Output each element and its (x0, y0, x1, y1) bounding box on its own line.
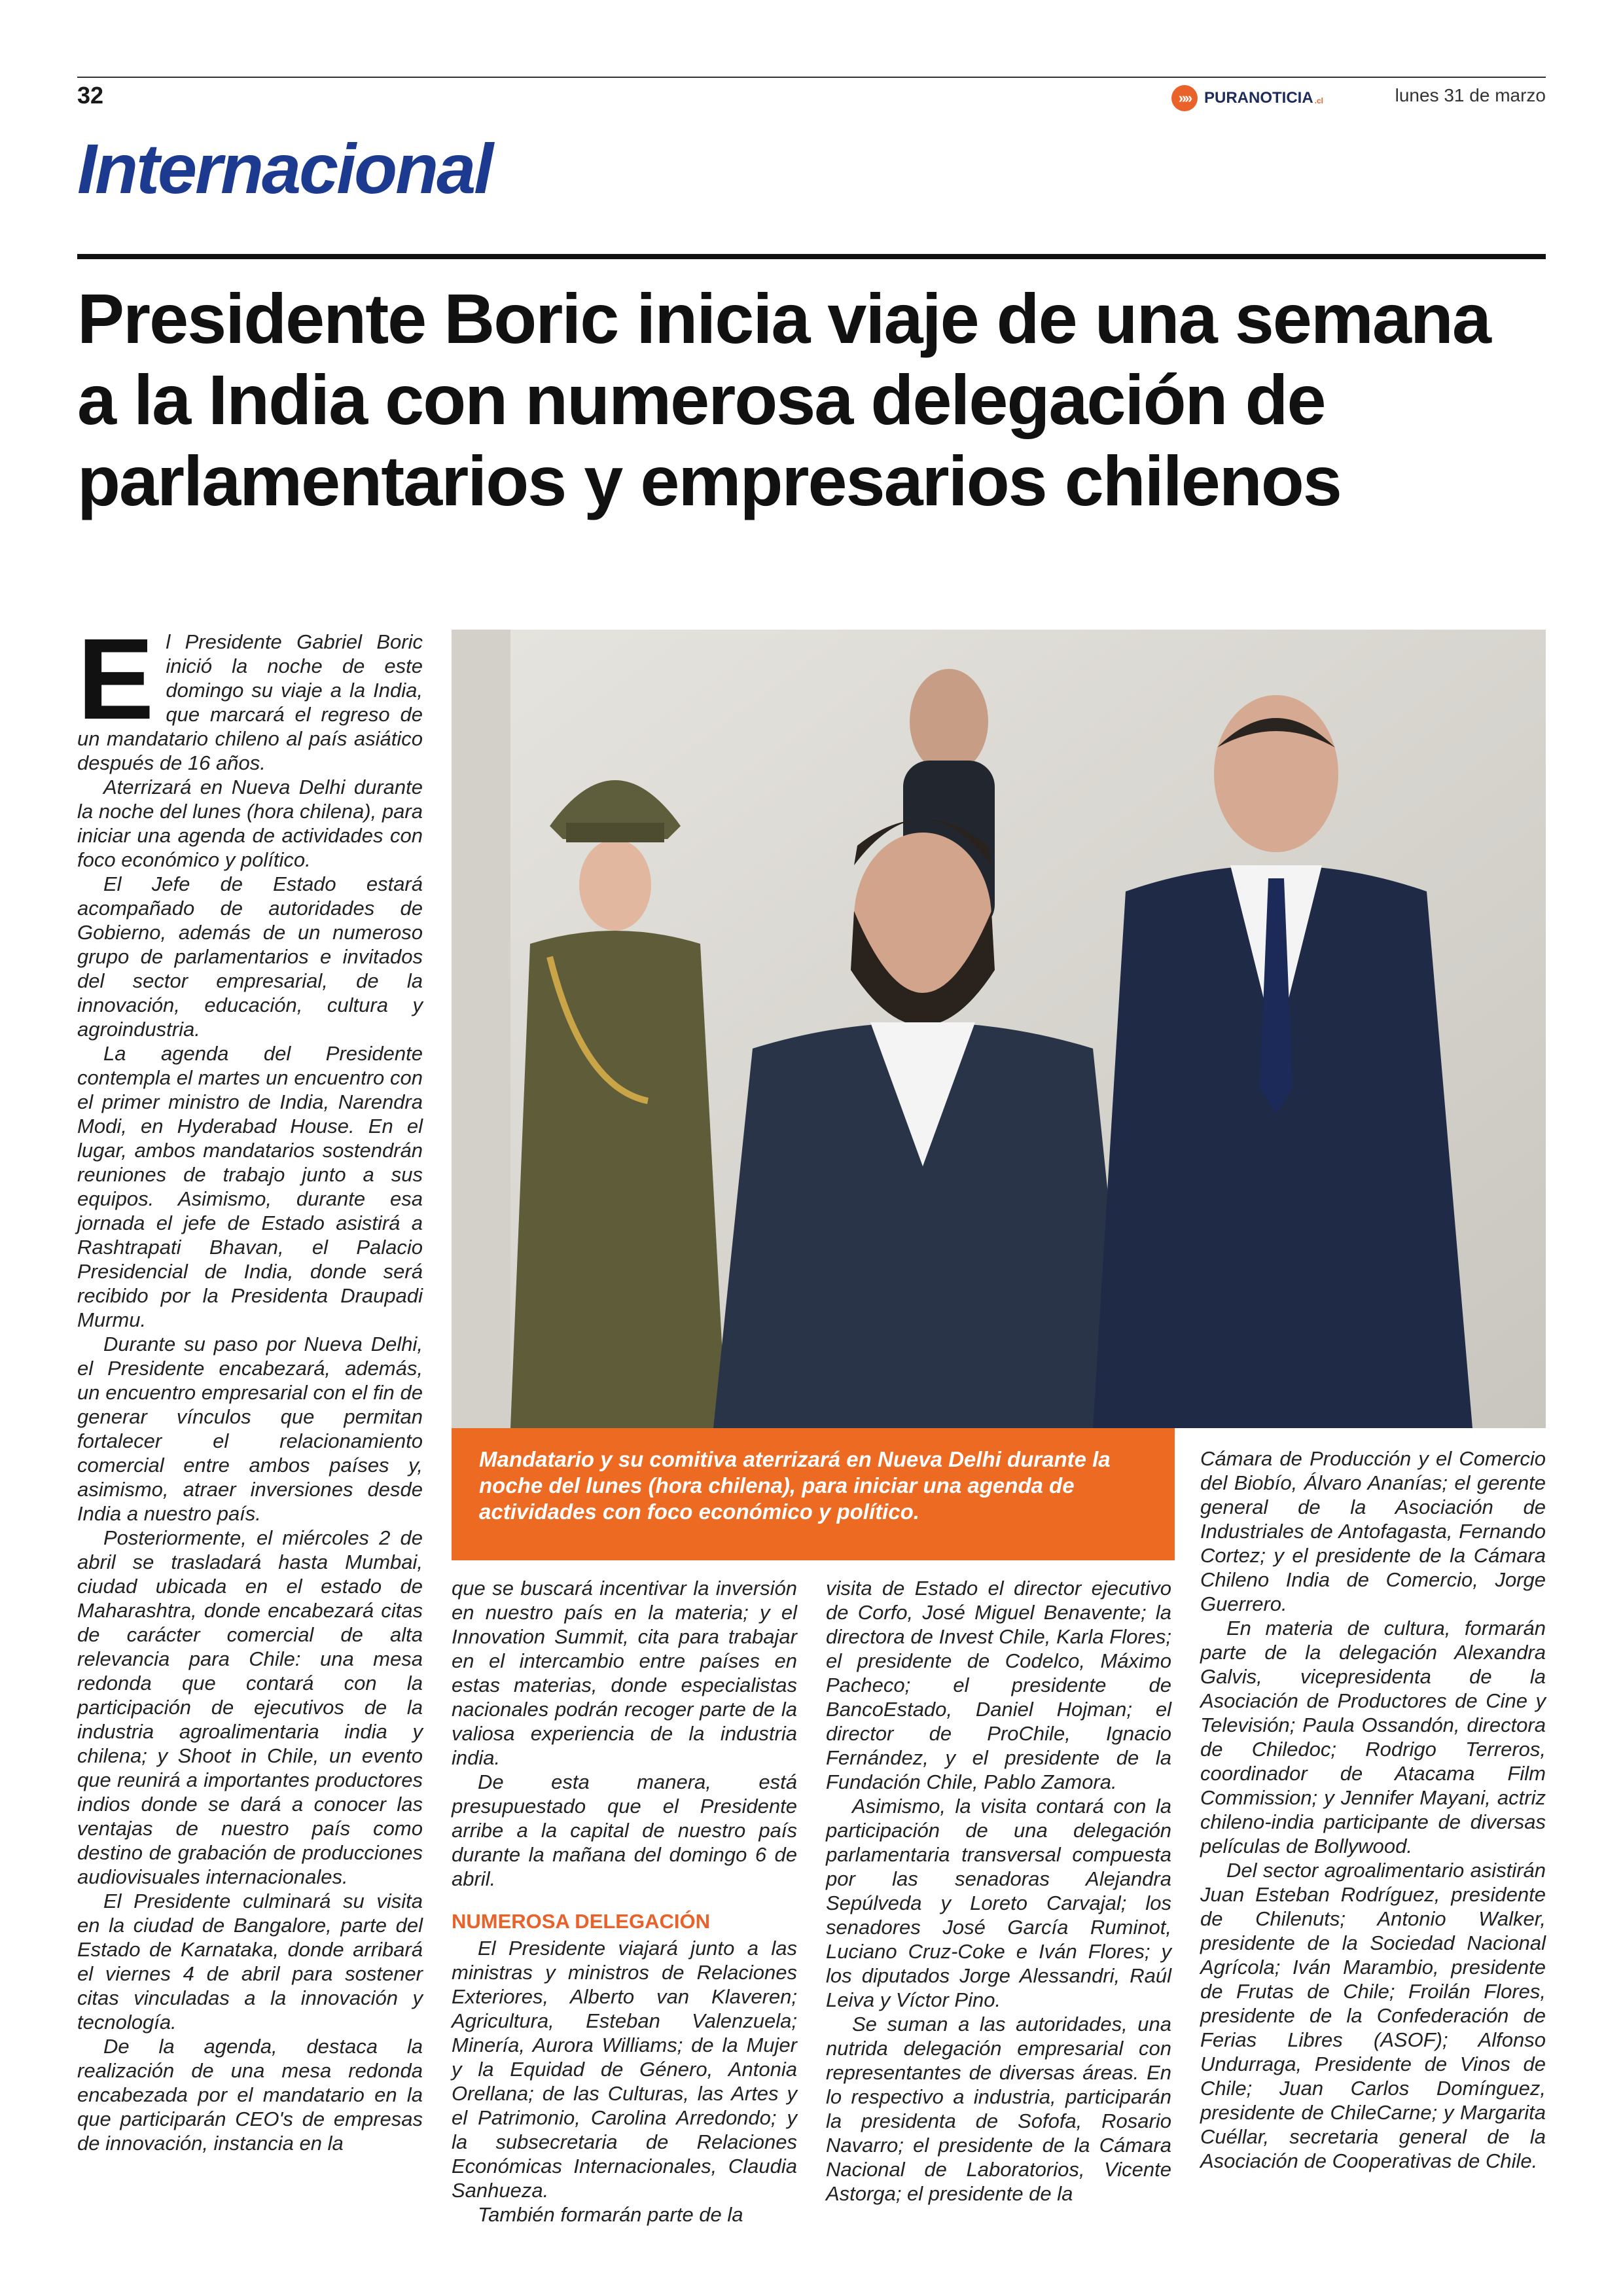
paragraph: Asimismo, la visita contará con la participación de una delegación parlamentaria transversal compuesta por las senadoras Alejandra Sepúlveda y Loreto Carvajal; los senadores José García Ruminot, Luciano Cruz-Coke e Iván Flores; y los diputados Jorge Alessandri, Raúl Leiva y Víctor Pino. (826, 1795, 1171, 2011)
paragraph: Cámara de Producción y el Comercio del Biobío, Álvaro Ananías; el gerente general de la Asociación de Industriales de Antofagasta, Fernando Cortez; y el presidente de la Cámara Chileno India de Comercio, Jorge Guerrero. (1200, 1447, 1546, 1615)
section-title: Internacional (77, 129, 492, 208)
page-number: 32 (77, 82, 104, 109)
dropcap: E (77, 615, 154, 744)
subheading: NUMEROSA DELEGACIÓN (452, 1910, 710, 1933)
paragraph: De la agenda, destaca la realización de una mesa redonda encabezada por el mandatario en la que participarán CEO's de empresas de innovación, instancia en la (77, 2035, 423, 2155)
issue-date: lunes 31 de marzo (1395, 85, 1546, 105)
paragraph: visita de Estado el director ejecutivo de Corfo, José Miguel Benavente; la directora de Invest Chile, Karla Flores; el presidente de Codelco, Máximo Pacheco; el presidente de BancoEstado, Daniel Hojman; el director de ProChile, Ignacio Fernández, y el presidente de la Fundación Chile, Pablo Zamora. (826, 1577, 1171, 1793)
column-4 (1200, 1446, 1546, 2173)
column-2 (452, 1576, 797, 2227)
top-rule (77, 77, 1546, 78)
brand-suffix: .cl (1314, 96, 1324, 105)
paragraph: En materia de cultura, formarán parte de la delegación Alexandra Galvis, vicepresidenta de la Asociación de Productores de Cine y Televisión; Paula Ossandón, directora de Chiledoc; Rodrigo Terreros, coordinador de Atacama Film Commission; y Jennifer Mayani, actriz chileno-india participante de diversas películas de Bollywood. (1200, 1617, 1546, 1857)
paragraph: Aterrizará en Nueva Delhi durante la noche del lunes (hora chilena), para iniciar una agenda de actividades con foco económico y político. (77, 776, 423, 871)
paragraph: Posteriormente, el miércoles 2 de abril se trasladará hasta Mumbai, ciudad ubicada en el estado de Maharashtra, donde encabezará citas de carácter comercial de alta relevancia para Chile: una mesa redonda que contará con la participación de ejecutivos de la industria agroalimentaria india y chilena; y Shoot in Chile, un evento que reunirá a importantes productores indios donde se dará a conocer las ventajas de nuestro país como destino de grabación de producciones audiovisuales internacionales. (77, 1526, 423, 1888)
article-photo (452, 630, 1546, 1428)
headline: Presidente Boric inicia viaje de una semana a la India con numerosa delegación de parlamentarios y empresarios chilenos (77, 279, 1490, 520)
photo-caption: Mandatario y su comitiva aterrizará en Nueva Delhi durante la noche del lunes (hora chilena), para iniciar una agenda de actividades con foco económico y político. (452, 1428, 1175, 1560)
photo-illustration (452, 630, 1546, 1428)
column-1 (77, 615, 423, 2155)
paragraph: que se buscará incentivar la inversión en nuestro país en la materia; y el Innovation Summit, cita para trabajar en el intercambio entre países en estas materias, donde especialistas nacionales podrán recoger parte de la valiosa experiencia de la industria india. (452, 1577, 797, 1769)
brand-logo[interactable] (1171, 85, 1323, 111)
paragraph: De esta manera, está presupuestado que el Presidente arribe a la capital de nuestro país durante la mañana del domingo 6 de abril. (452, 1770, 797, 1890)
paragraph: El Presidente viajará junto a las ministras y ministros de Relaciones Exteriores, Alberto van Klaveren; Agricultura, Esteban Valenzuela; Minería, Aurora Williams; de la Mujer y la Equidad de Género, Antonia Orellana; de las Culturas, las Artes y el Patrimonio, Carolina Arredondo; y la subsecretaria de Relaciones Económicas Internacionales, Claudia Sanhueza. (452, 1937, 797, 2202)
paragraph: l Presidente Gabriel Boric inició la noche de este domingo su viaje a la India, que marcará el regreso de un mandatario chileno al país asiático después de 16 años. (77, 630, 423, 774)
paragraph: El Jefe de Estado estará acompañado de autoridades de Gobierno, además de un numeroso grupo de parlamentarios e invitados del sector empresarial, de la innovación, educación, cultura y agroindustria. (77, 872, 423, 1041)
column-3 (826, 1576, 1171, 2206)
paragraph: Del sector agroalimentario asistirán Juan Esteban Rodríguez, presidente de Chilenuts; Antonio Walker, presidente de la Sociedad Nacional Agrícola; Iván Marambio, presidente de Frutas de Chile; Froilán Flores, presidente de la Confederación de Ferias Libres (ASOF); Alfonso Undurraga, Presidente de Vinos de Chile; Juan Carlos Domínguez, presidente de ChileCarne; y Margarita Cuéllar, secretaria general de la Asociación de Cooperativas de Chile. (1200, 1859, 1546, 2172)
headline-rule (77, 254, 1546, 259)
paragraph: El Presidente culminará su visita en la ciudad de Bangalore, parte del Estado de Karnataka, donde arribará el viernes 4 de abril para sostener citas vinculadas a la innovación y tecnología. (77, 1890, 423, 2034)
brand-name: PURANOTICIA (1204, 89, 1313, 107)
paragraph: Se suman a las autoridades, una nutrida delegación empresarial con representantes de diversas áreas. En lo respectivo a industria, participarán la presidenta de Sofofa, Rosario Navarro; el presidente de la Cámara Nacional de Laboratorios, Vicente Astorga; el presidente de la (826, 2013, 1171, 2205)
paragraph: Durante su paso por Nueva Delhi, el Presidente encabezará, además, un encuentro empresarial con el fin de generar vínculos que permitan fortalecer el relacionamiento comercial entre ambos países y, asimismo, atraer inversiones desde India a nuestro país. (77, 1333, 423, 1525)
paragraph: La agenda del Presidente contempla el martes un encuentro con el primer ministro de India, Narendra Modi, en Hyderabad House. En el lugar, ambos mandatarios sostendrán reuniones de trabajo junto a sus equipos. Asimismo, durante esa jornada el jefe de Estado asistirá a Rashtrapati Bhavan, el Palacio Presidencial de India, donde será recibido por la Presidenta Draupadi Murmu. (77, 1042, 423, 1331)
paragraph: También formarán parte de la (478, 2203, 743, 2226)
chevrons-icon: »» (1171, 85, 1198, 111)
